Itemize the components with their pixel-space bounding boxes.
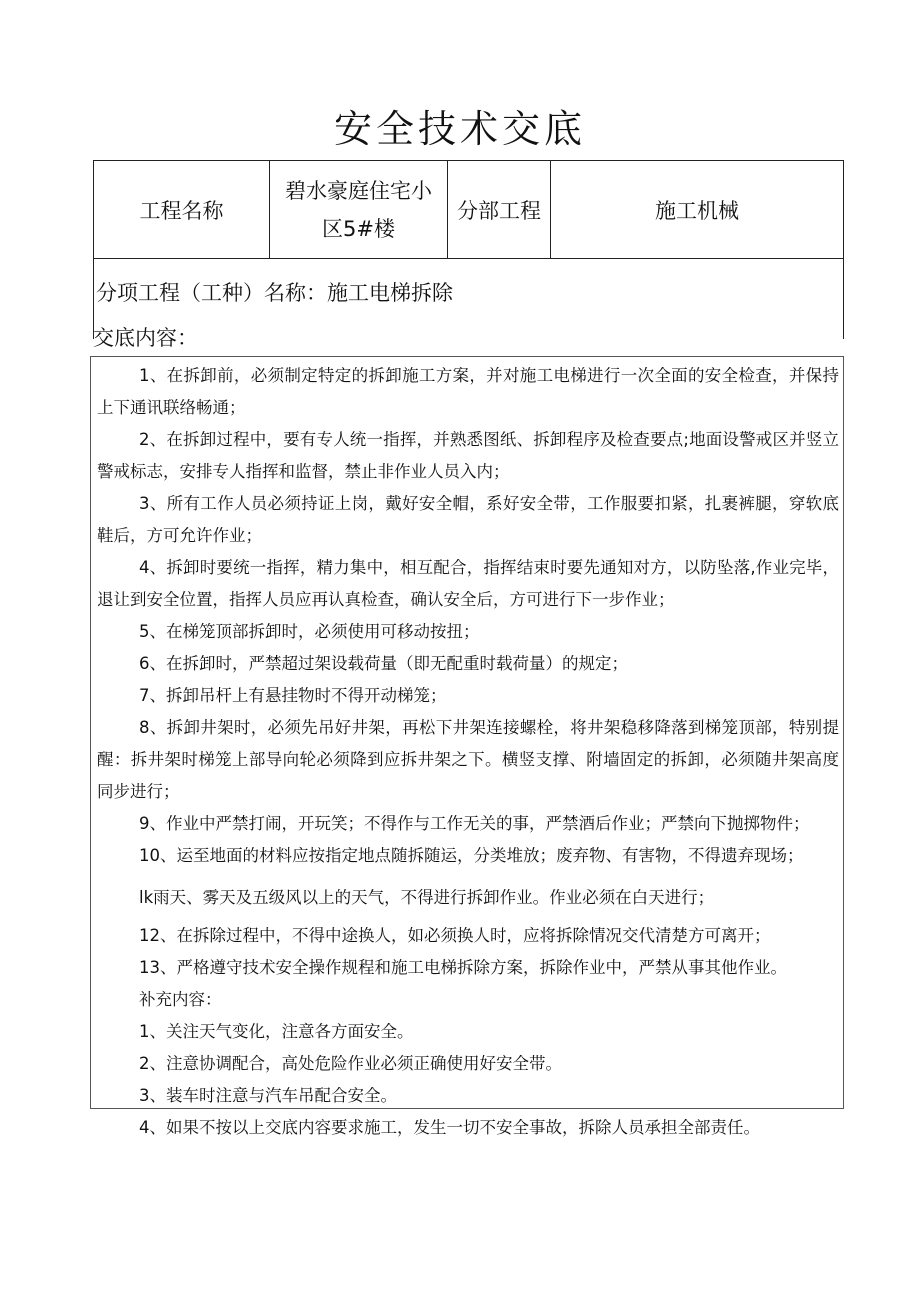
info-row-project xyxy=(94,161,844,259)
project-name-label: 工程名称 xyxy=(94,161,270,259)
division-label: 分部工程 xyxy=(448,161,551,259)
list-item: 6、在拆卸时，严禁超过架设载荷量（即无配重时载荷量）的规定； xyxy=(139,654,628,673)
safety-items-list xyxy=(91,357,843,984)
list-item: 3、所有工作人员必须持证上岗，戴好安全帽，系好安全带，工作服要扣紧，扎裹裤腿，穿软底鞋后，方可允许作业； xyxy=(97,494,839,545)
list-item: 12、在拆除过程中，不得中途换人，如必须换人时，应将拆除情况交代清楚方可离开； xyxy=(139,926,771,945)
list-item: lk雨天、雾天及五级风以上的天气，不得进行拆卸作业。作业必须在白天进行； xyxy=(139,888,715,907)
list-item: 9、作业中严禁打闹，开玩笑；不得作与工作无关的事，严禁酒后作业；严禁向下抛掷物件； xyxy=(139,814,810,833)
division-value: 施工机械 xyxy=(551,161,844,259)
content-box xyxy=(90,356,844,1137)
list-item: 8、拆卸井架时，必须先吊好井架，再松下井架连接螺栓，将井架稳移降落到梯笼顶部，特别提醒：拆井架时梯笼上部导向轮必须降到应拆井架之下。横竖支撑、附墙固定的拆卸，必须随井架高度同步进行； xyxy=(97,718,839,801)
document-title: 安全技术交底 xyxy=(333,107,586,151)
supplement-list xyxy=(91,1016,843,1144)
list-item: 13、严格遵守技术安全操作规程和施工电梯拆除方案，拆除作业中，严禁从事其他作业。 xyxy=(139,958,787,977)
project-name-value: 碧水豪庭住宅小区5#楼 xyxy=(270,161,448,259)
info-row-subitem xyxy=(94,259,844,340)
supplement-label: 补充内容： xyxy=(139,990,222,1009)
info-table xyxy=(93,160,844,339)
list-item: 2、在拆卸过程中，要有专人统一指挥，并熟悉图纸、拆卸程序及检查要点;地面设警戒区并竖立警戒标志，安排专人指挥和监督，禁止非作业人员入内； xyxy=(97,430,839,481)
list-item: 3、装车时注意与汽车吊配合安全。 xyxy=(139,1086,397,1105)
list-item: 1、在拆卸前，必须制定特定的拆卸施工方案，并对施工电梯进行一次全面的安全检查，并保持上下通讯联络畅通； xyxy=(97,366,839,417)
list-item: 1、关注天气变化，注意各方面安全。 xyxy=(139,1022,414,1041)
subitem-value: 施工电梯拆除 xyxy=(327,281,453,305)
list-item: 10、运至地面的材料应按指定地点随拆随运，分类堆放；废弃物、有害物，不得遗弃现场； xyxy=(139,846,804,865)
subitem-label: 分项工程（工种）名称： xyxy=(96,281,327,305)
subitem-cell xyxy=(94,259,844,340)
list-item: 5、在梯笼顶部拆卸时，必须使用可移动按扭； xyxy=(139,622,480,641)
list-item: 2、注意协调配合，高处危险作业必须正确使用好安全带。 xyxy=(139,1054,562,1073)
list-item: 4、如果不按以上交底内容要求施工，发生一切不安全事故，拆除人员承担全部责任。 xyxy=(139,1118,760,1137)
content-label: 交底内容： xyxy=(93,326,198,350)
list-item: 4、拆卸时要统一指挥，精力集中，相互配合，指挥结束时要先通知对方，以防坠落,作业完毕，退让到安全位置，指挥人员应再认真检查，确认安全后，方可进行下一步作业； xyxy=(97,558,839,609)
list-item: 7、拆卸吊杆上有悬挂物时不得开动梯笼； xyxy=(139,686,447,705)
